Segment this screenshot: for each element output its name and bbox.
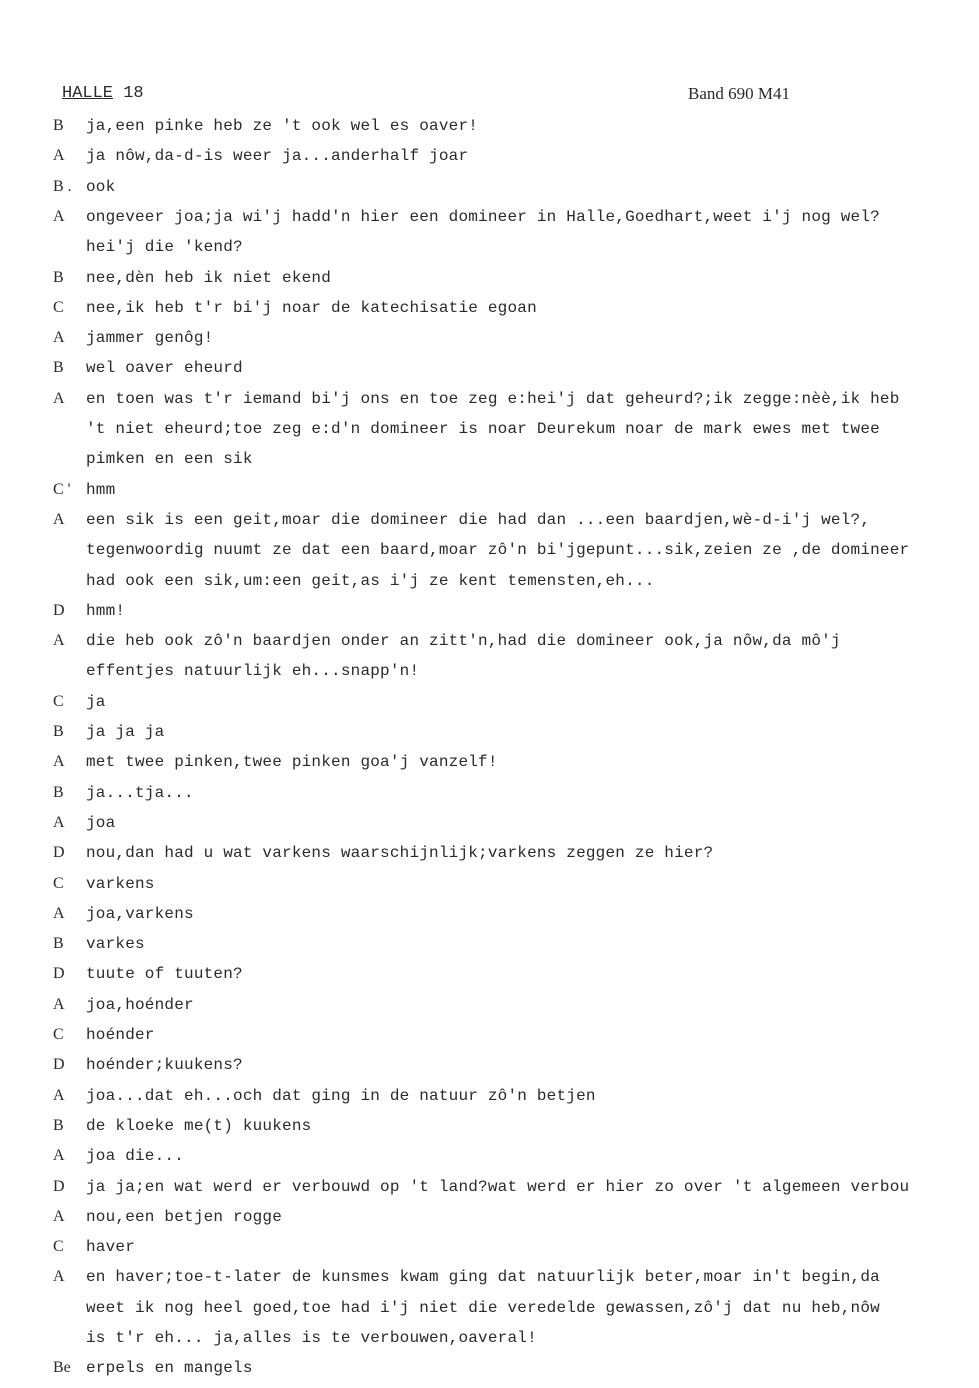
speaker-label: B [53, 359, 64, 377]
speaker-label: D [53, 1056, 65, 1074]
utterance-text: een sik is een geit,moar die domineer die had dan ...een baardjen,wè-d-i'j wel?, [86, 510, 871, 529]
speaker-label: D [53, 601, 65, 619]
speaker-label: B [53, 935, 64, 953]
speaker-label: C [53, 1238, 64, 1256]
utterance-text: is t'r eh... ja,alles is te verbouwen,oaveral! [86, 1329, 537, 1347]
speaker-label: A [53, 147, 65, 165]
speaker-label: B [53, 268, 64, 286]
speaker-label: A [53, 753, 65, 771]
utterance-text: en toen was t'r iemand bi'j ons en toe zeg e:hei'j dat geheurd?;ik zegge:nèè,ik heb [86, 389, 900, 408]
utterance-text: joa [86, 813, 116, 832]
speaker-label: B [53, 117, 64, 134]
utterance-text: effentjes natuurlijk eh...snapp'n! [86, 662, 420, 681]
speaker-label: C ' [53, 480, 71, 498]
utterance-text: joa die... [86, 1147, 185, 1166]
utterance-text: die heb ook zô'n baardjen onder an zitt'n,had die domineer ook,ja nôw,da mô'j [86, 632, 841, 651]
speaker-label: C [53, 692, 64, 710]
speaker-label: A [53, 813, 65, 831]
utterance-text: de kloeke me(t) kuukens [86, 1116, 312, 1135]
utterance-text: had ook een sik,um:een geit,as i'j ze kent temensten,eh... [86, 571, 655, 590]
utterance-text: ja [86, 692, 106, 711]
utterance-text: hei'j die 'kend? [86, 238, 243, 257]
speaker-label: A [53, 632, 65, 650]
utterance-text: joa...dat eh...och dat ging in de natuur zô'n betjen [86, 1086, 596, 1105]
speaker-label: A [53, 995, 65, 1013]
utterance-text: ja...tja... [86, 783, 194, 802]
utterance-text: hoénder [86, 1026, 155, 1044]
speaker-label: A [53, 389, 65, 407]
utterance-text: joa,varkens [86, 904, 194, 923]
utterance-text: ja,een pinke heb ze 't ook wel es oaver! [86, 117, 479, 135]
utterance-text: tuute of tuuten? [86, 965, 243, 984]
speaker-label: A [53, 510, 65, 528]
utterance-text: nou,dan had u wat varkens waarschijnlijk;varkens zeggen ze hier? [86, 844, 714, 863]
utterance-text: ja ja;en wat werd er verbouwd op 't land?wat werd er hier zo over 't algemeen verbou [86, 1177, 910, 1196]
utterance-text: haver [86, 1238, 136, 1257]
speaker-label: A [53, 1207, 65, 1225]
utterance-text: ja nôw,da-d-is weer ja...anderhalf joar [86, 147, 469, 166]
speaker-label: A [53, 1268, 65, 1286]
page-header-left [62, 84, 144, 103]
utterance-text: nou,een betjen rogge [86, 1207, 283, 1226]
speaker-label: C [53, 1026, 64, 1043]
utterance-text: ja ja ja [86, 723, 165, 741]
utterance-text: tegenwoordig nuumt ze dat een baard,moar zô'n bi'jgepunt...sik,zeien ze ,de domineer [86, 541, 910, 560]
speaker-label: B [53, 783, 64, 801]
utterance-text: met twee pinken,twee pinken goa'j vanzelf! [86, 753, 498, 772]
utterance-text: 't niet eheurd;toe zeg e:d'n domineer is noar Deurekum noar de mark ewes met twee [86, 420, 880, 438]
utterance-text: weet ik nog heel goed,toe had i'j niet die veredelde gewassen,zô'j dat nu heb,nôw [86, 1298, 880, 1317]
speaker-label: B [53, 1116, 64, 1134]
speaker-label: B [53, 723, 64, 740]
utterance-text: hoénder;kuukens? [86, 1056, 243, 1075]
utterance-text: hmm! [86, 601, 126, 620]
speaker-label: Be [53, 1359, 71, 1377]
speaker-label: A [53, 1147, 65, 1165]
utterance-text: ongeveer joa;ja wi'j hadd'n hier een domineer in Halle,Goedhart,weet i'j nog wel? [86, 207, 880, 226]
utterance-text: jammer genôg! [86, 329, 214, 348]
speaker-label: C [53, 874, 64, 892]
utterance-text: pimken en een sik [86, 450, 253, 469]
speaker-label: A [53, 1086, 65, 1104]
speaker-label: C [53, 298, 64, 316]
tape-reference: Band 690 M41 [688, 84, 790, 103]
speaker-label: B . [53, 177, 72, 195]
speaker-label: D [53, 965, 65, 983]
utterance-text: nee,ik heb t'r bi'j noar de katechisatie egoan [86, 298, 537, 317]
utterance-text: en haver;toe-t-later de kunsmes kwam ging dat natuurlijk beter,moar in't begin,da [86, 1268, 880, 1287]
speaker-label: A [53, 904, 65, 922]
utterance-text: varkes [86, 935, 145, 954]
speaker-label: A [53, 329, 65, 347]
utterance-text: ook [86, 177, 116, 196]
utterance-text: hmm [86, 480, 116, 499]
utterance-text: wel oaver eheurd [86, 359, 243, 378]
location-label: HALLE [62, 84, 114, 103]
page-number: 18 [123, 84, 144, 103]
speaker-label: D [53, 1177, 65, 1195]
utterance-text: joa,hoénder [86, 995, 194, 1014]
speaker-label: A [53, 207, 65, 225]
utterance-text: nee,dèn heb ik niet ekend [86, 268, 332, 287]
utterance-text: erpels en mangels [86, 1359, 253, 1378]
speaker-label: D [53, 844, 65, 862]
utterance-text: varkens [86, 874, 155, 893]
